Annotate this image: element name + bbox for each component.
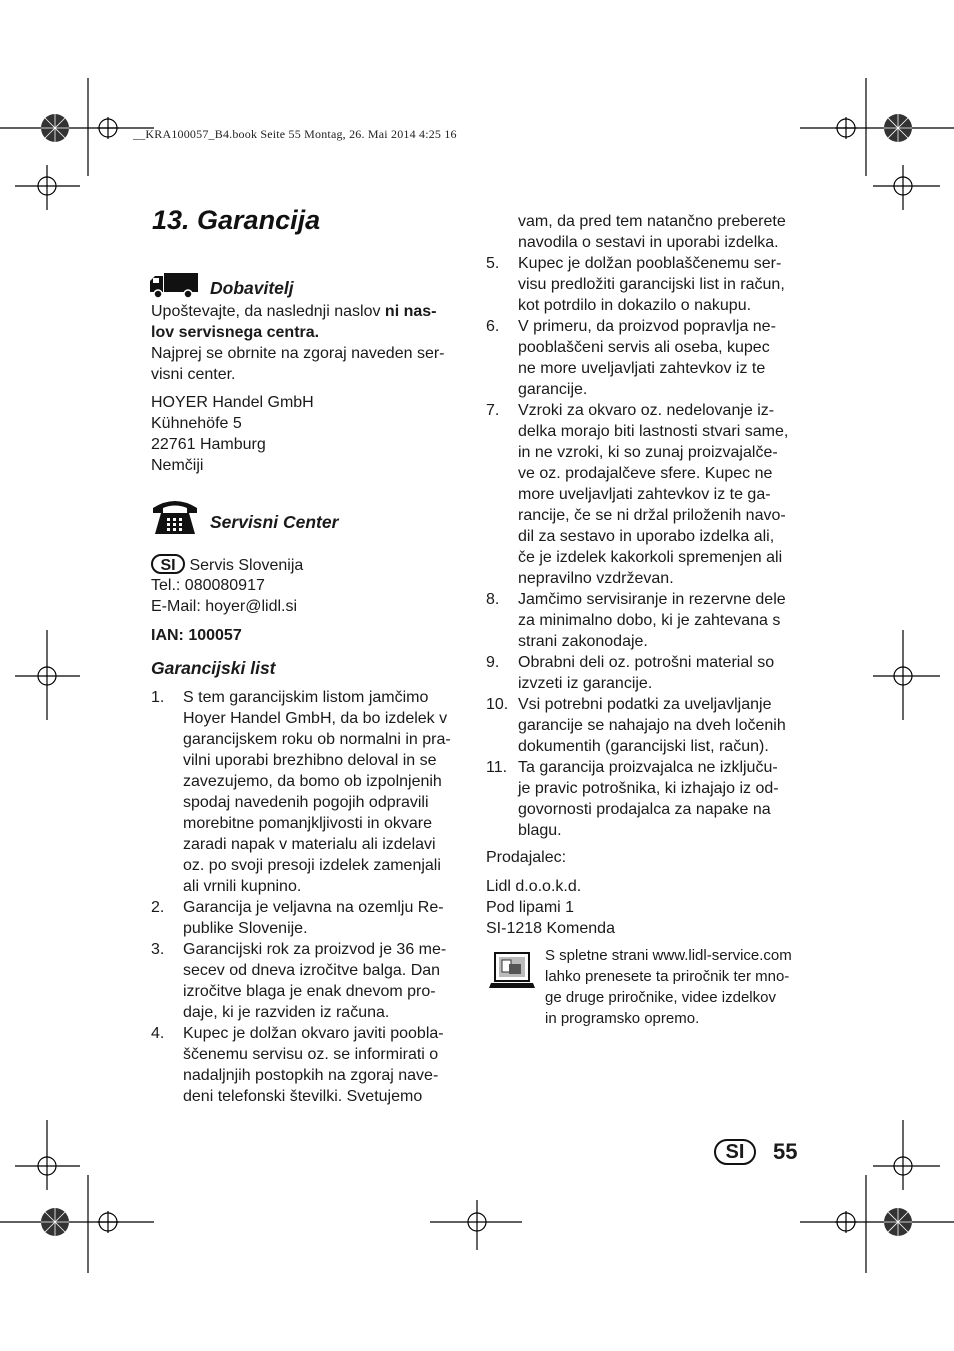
list-item-text: Garancija je veljavna na ozemlju Re- publike Slovenije. [183, 899, 444, 937]
list-item-number: 9. [486, 654, 500, 671]
supplier-address [151, 392, 314, 476]
list-item-text: Obrabni deli oz. potrošni material so izvzeti iz garancije. [518, 654, 775, 692]
list-item-number: 5. [486, 255, 500, 272]
list-item-text: S tem garancijskim listom jamčimo Hoyer Handel GmbH, da bo izdelek v garancijskem roku ob normalni in pra- vilni uporabi brezhibno deloval in se zavezujemo, da bomo ob izpolnjenih spodaj navedenih pogojih odpravili morebitne pomanjkljivosti in okvare zaradi napak v materialu ali izdelavi oz. po svoji presoji izdelek zamenjali ali vrnili kupnino. [183, 689, 451, 895]
laptop-download-icon [489, 950, 535, 990]
service-email: E-Mail: hoyer@lidl.si [151, 598, 298, 615]
supplier-note-line: visni center. [151, 366, 236, 383]
list-item-number: 2. [151, 899, 165, 916]
page-title: 13. Garancija [152, 205, 321, 235]
list-item-number: 7. [486, 402, 500, 419]
list-item-number: 6. [486, 318, 500, 335]
address-line: 22761 Hamburg [151, 436, 266, 453]
list-item-number: 11. [486, 759, 508, 776]
seller-label: Prodajalec: [486, 849, 567, 866]
telephone-icon [151, 496, 199, 536]
service-contact [151, 554, 303, 617]
seller-address-line: Lidl d.o.o.k.d. [486, 878, 582, 895]
seller-address-line: SI-1218 Komenda [486, 920, 615, 937]
list-item-text: Garancijski rok za proizvod je 36 me- secev od dneva izročitve balga. Dan izročitve blaga je enak dnevom pro- daje, ki je razviden iz računa. [183, 941, 447, 1021]
footer-si-badge: SI [714, 1139, 756, 1165]
truck-icon [150, 273, 200, 299]
address-line: Nemčiji [151, 457, 204, 474]
seller-address-line: Pod lipami 1 [486, 899, 575, 916]
list-item-number: 4. [151, 1025, 165, 1042]
supplier-heading: Dobavitelj [210, 278, 294, 298]
list-item-text: Vsi potrebni podatki za uveljavljanje garancije se nahajajo na dveh ločenih dokumentih (garancijski list, račun). [518, 696, 786, 755]
list-item-number: 1. [151, 689, 165, 706]
seller-address [486, 876, 615, 939]
list-item-text: Kupec je dolžan pooblaščenemu ser- visu predložiti garancijski list in račun, kot potrdilo in dokazilo o nakupu. [518, 255, 785, 314]
supplier-note [151, 301, 471, 385]
list-item-number: 3. [151, 941, 165, 958]
address-line: HOYER Handel GmbH [151, 394, 314, 411]
service-country-line: SI Servis Slovenija [151, 554, 303, 575]
service-heading: Servisni Center [210, 512, 339, 532]
supplier-note-line: lov servisnega centra. [151, 324, 320, 341]
warranty-heading: Garancijski list [151, 658, 276, 678]
warranty-list-right [486, 253, 816, 841]
si-country-badge: SI [151, 554, 185, 574]
list-item-text: Jamčimo servisiranje in rezervne dele za minimalno dobo, ki je zahtevana s strani zakonodaje. [518, 591, 786, 650]
supplier-note-line: Najprej se obrnite na zgoraj naveden ser- [151, 345, 445, 362]
list-item-text: Ta garancija proizvajalca ne izključu- je pravic potrošnika, ki izhajajo iz od- govornosti prodajalca za napake na blagu. [518, 759, 779, 839]
page-number: 55 [773, 1139, 798, 1164]
ian-number: IAN: 100057 [151, 627, 242, 644]
list-item-number: 10. [486, 696, 509, 713]
item4-continued: vam, da pred tem natančno preberete navodila o sestavi in uporabi izdelka. [518, 213, 786, 251]
download-note: S spletne strani www.lidl-service.com lahko prenesete ta priročnik ter mno- ge druge priročnike, videe izdelkov in programsko opremo. [545, 947, 792, 1027]
list-item-text: Kupec je dolžan okvaro javiti poobla- ščenemu servisu oz. se informirati o nadaljnjih postopkih na zgoraj nave- deni telefonski številki. Svetujemo [183, 1025, 444, 1105]
list-item-text: V primeru, da proizvod popravlja ne- pooblaščeni servis ali oseba, kupec ne more uveljavljati zahtevkov iz te garancije. [518, 318, 776, 398]
list-item-text: Vzroki za okvaro oz. nedelovanje iz- delka morajo biti lastnosti stvari same, in ne vzroki, ki so zunaj proizvajalče- ve oz. prodajalčeve sfere. Kupec ne more uveljavljati zahtevkov iz te ga- rancije, če se ni držal priloženih navo- dil za sestavo in uporabo izdelka ali, če je izdelek kakorkoli spremenjen ali nepravilno vzdrževan. [518, 402, 789, 587]
address-line: Kühnehöfe 5 [151, 415, 242, 432]
supplier-note-line: Upoštevajte, da naslednji naslov ni nas- [151, 303, 437, 320]
list-item-number: 8. [486, 591, 500, 608]
printer-slug-line: __KRA100057_B4.book Seite 55 Montag, 26. Mai 2014 4:25 16 [133, 127, 457, 141]
warranty-list-left [151, 687, 476, 1107]
service-tel: Tel.: 080080917 [151, 577, 265, 594]
